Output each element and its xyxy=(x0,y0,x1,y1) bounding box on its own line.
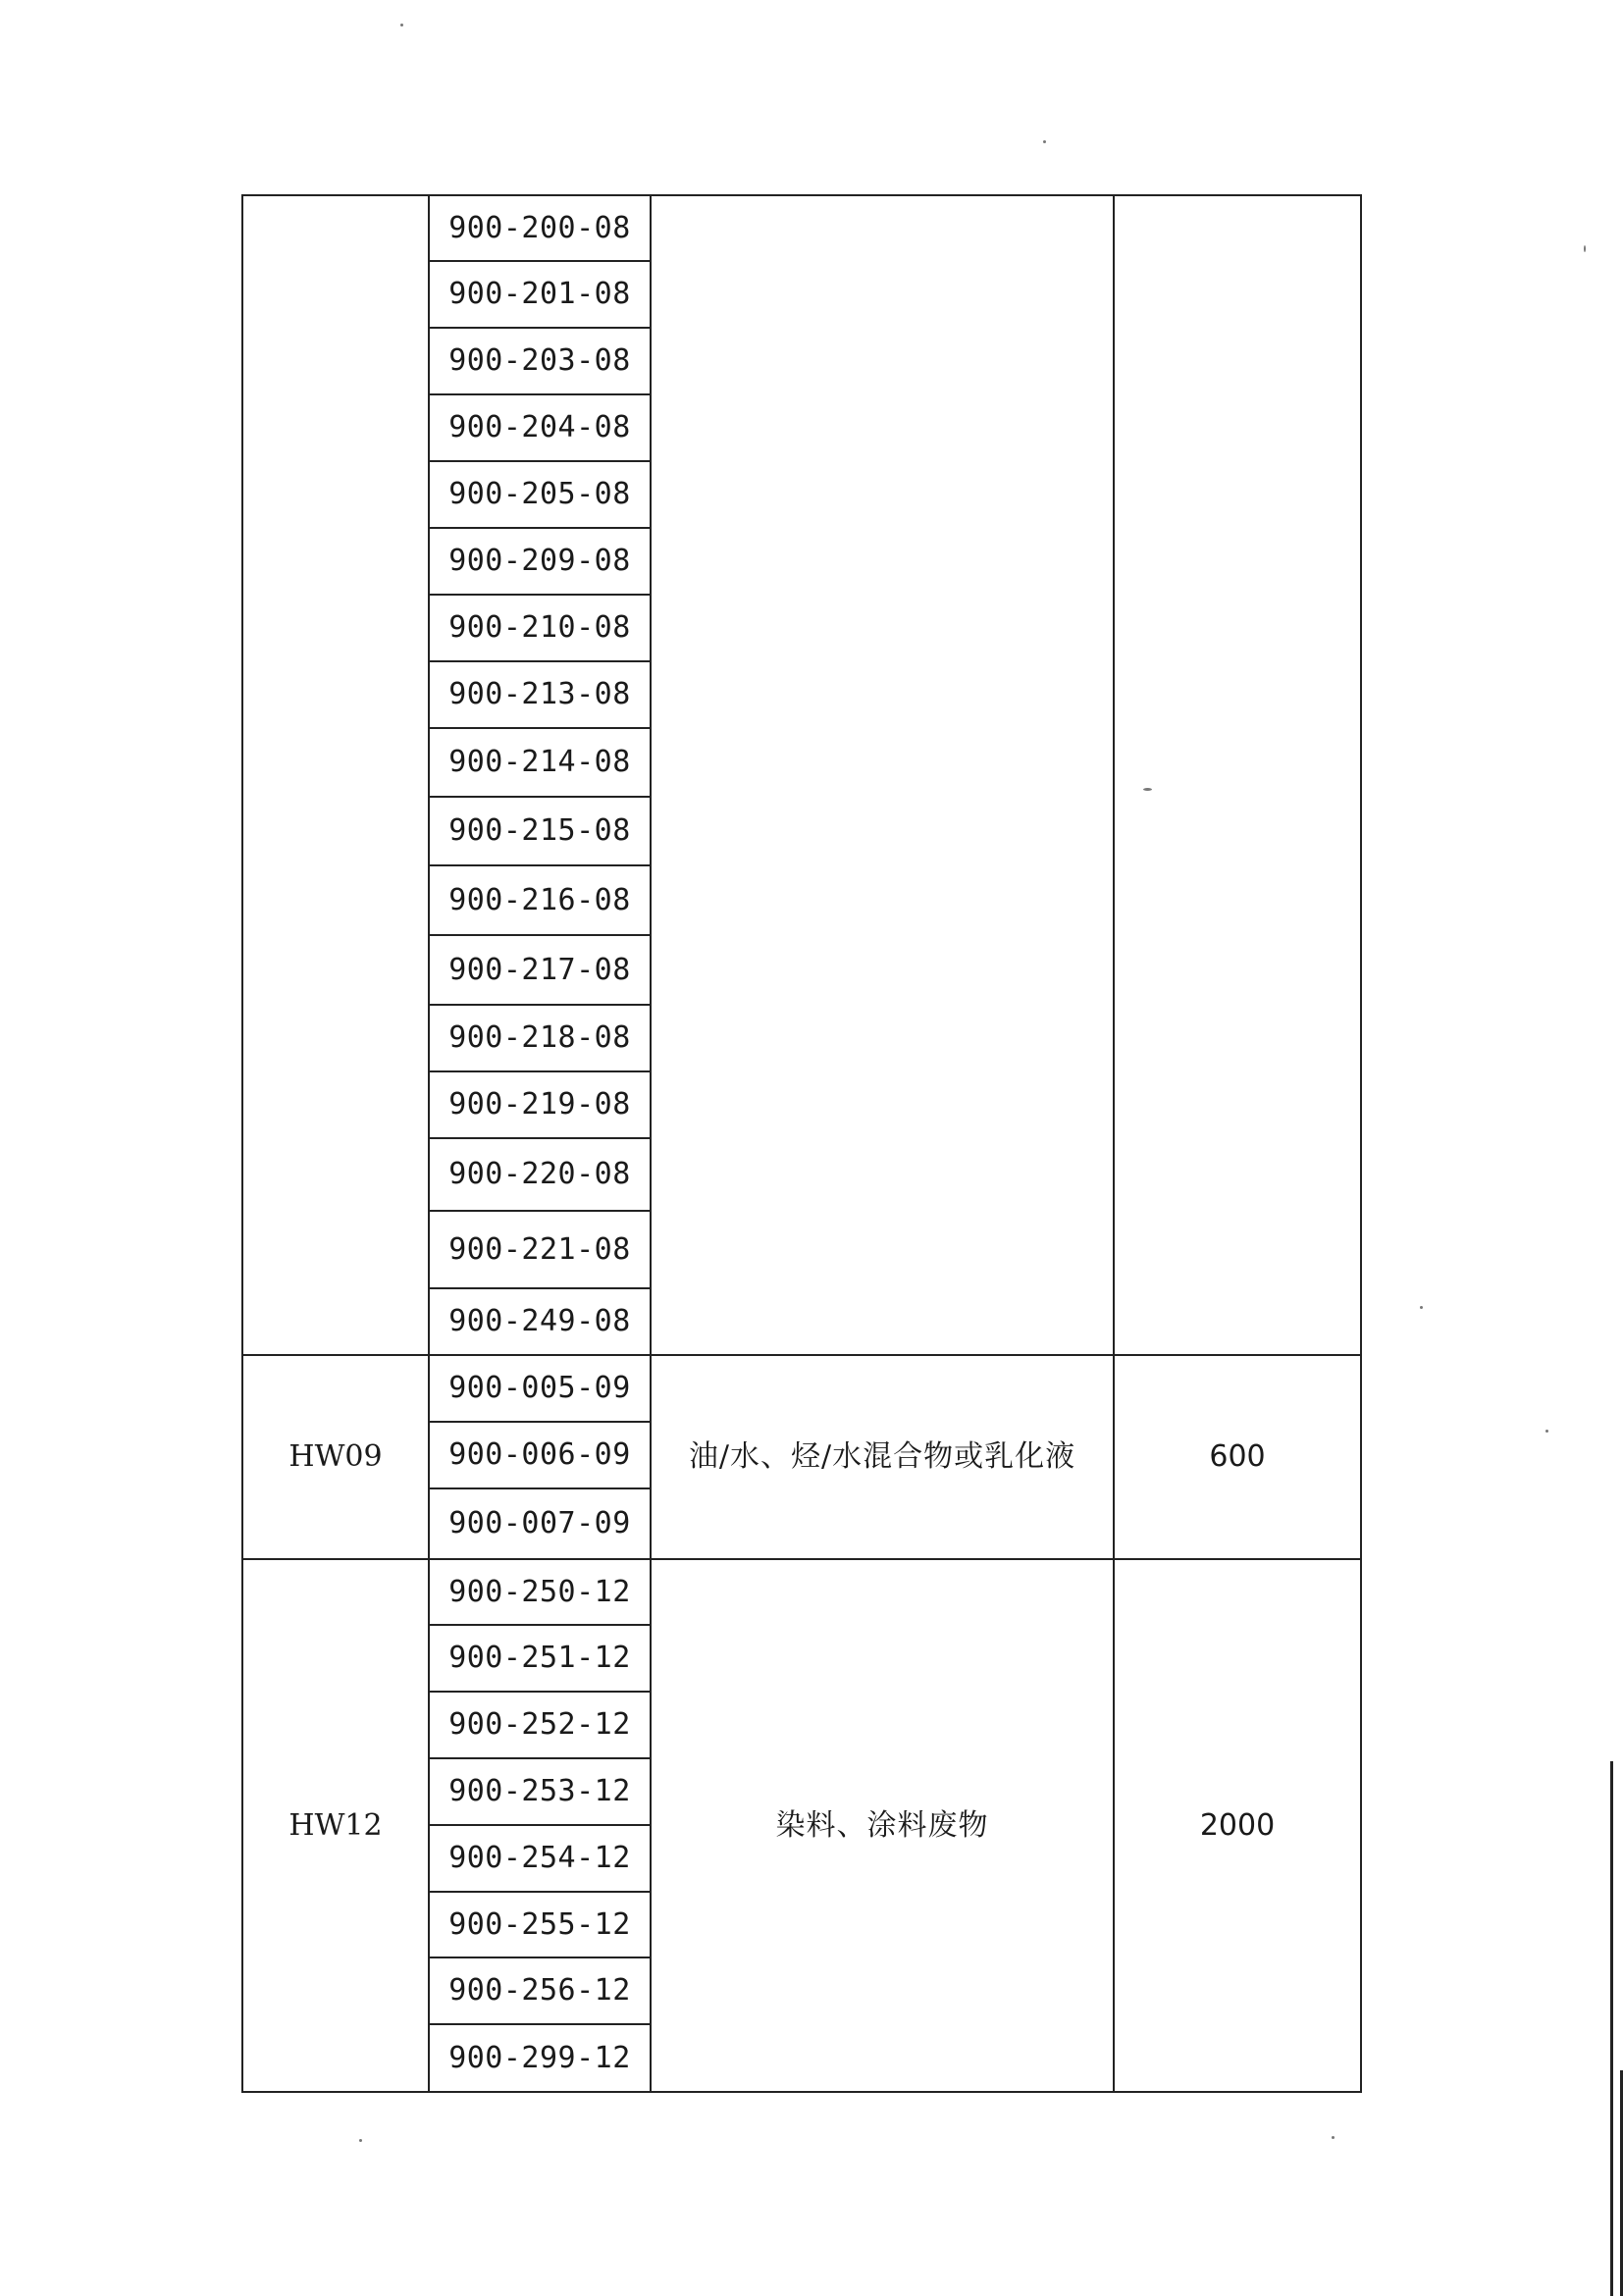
waste-code-cell: 900-209-08 xyxy=(429,528,651,595)
waste-table-body xyxy=(242,195,1361,2092)
waste-code-cell: 900-203-08 xyxy=(429,328,651,394)
waste-code-cell: 900-254-12 xyxy=(429,1825,651,1892)
scan-speck xyxy=(1043,140,1046,143)
waste-code-cell: 900-005-09 xyxy=(429,1355,651,1422)
waste-code-cell: 900-217-08 xyxy=(429,935,651,1005)
waste-code-cell: 900-205-08 xyxy=(429,461,651,528)
scan-speck xyxy=(1545,1430,1548,1433)
waste-code-cell: 900-218-08 xyxy=(429,1005,651,1071)
waste-code-cell: 900-253-12 xyxy=(429,1758,651,1825)
scan-edge-line xyxy=(1610,1761,1613,2296)
waste-name-cell: 油/水、烃/水混合物或乳化液 xyxy=(651,1355,1114,1559)
waste-code-cell: 900-255-12 xyxy=(429,1892,651,1957)
waste-code-cell: 900-215-08 xyxy=(429,797,651,865)
scan-speck xyxy=(1420,1306,1423,1309)
waste-code-cell: 900-213-08 xyxy=(429,661,651,728)
hazardous-waste-table xyxy=(241,194,1362,2093)
scan-speck xyxy=(400,24,403,26)
waste-code-cell: 900-006-09 xyxy=(429,1422,651,1488)
table-row xyxy=(242,1559,1361,1625)
waste-quantity-cell xyxy=(1114,195,1361,1355)
waste-code-cell: 900-200-08 xyxy=(429,195,651,261)
waste-code-cell: 900-256-12 xyxy=(429,1957,651,2024)
waste-code-cell: 900-216-08 xyxy=(429,865,651,935)
waste-code-cell: 900-219-08 xyxy=(429,1071,651,1138)
waste-quantity-cell: 2000 xyxy=(1114,1559,1361,2092)
scan-speck xyxy=(1584,245,1586,252)
scan-speck xyxy=(359,2139,362,2142)
waste-category-cell: HW12 xyxy=(242,1559,429,2092)
waste-quantity-cell: 600 xyxy=(1114,1355,1361,1559)
waste-code-cell: 900-220-08 xyxy=(429,1138,651,1211)
table-row xyxy=(242,1355,1361,1422)
waste-code-cell: 900-252-12 xyxy=(429,1692,651,1758)
waste-code-cell: 900-210-08 xyxy=(429,595,651,661)
waste-category-cell xyxy=(242,195,429,1355)
waste-category-cell: HW09 xyxy=(242,1355,429,1559)
waste-name-cell xyxy=(651,195,1114,1355)
waste-code-cell: 900-214-08 xyxy=(429,728,651,797)
waste-code-cell: 900-249-08 xyxy=(429,1288,651,1355)
waste-code-cell: 900-299-12 xyxy=(429,2024,651,2092)
waste-code-cell: 900-251-12 xyxy=(429,1625,651,1692)
waste-code-cell: 900-007-09 xyxy=(429,1488,651,1559)
scan-speck xyxy=(1332,2136,1335,2139)
waste-code-cell: 900-204-08 xyxy=(429,394,651,461)
waste-code-cell: 900-250-12 xyxy=(429,1559,651,1625)
waste-code-cell: 900-221-08 xyxy=(429,1211,651,1288)
scan-speck xyxy=(1143,788,1152,791)
waste-code-cell: 900-201-08 xyxy=(429,261,651,328)
table-row xyxy=(242,195,1361,261)
waste-name-cell: 染料、涂料废物 xyxy=(651,1559,1114,2092)
